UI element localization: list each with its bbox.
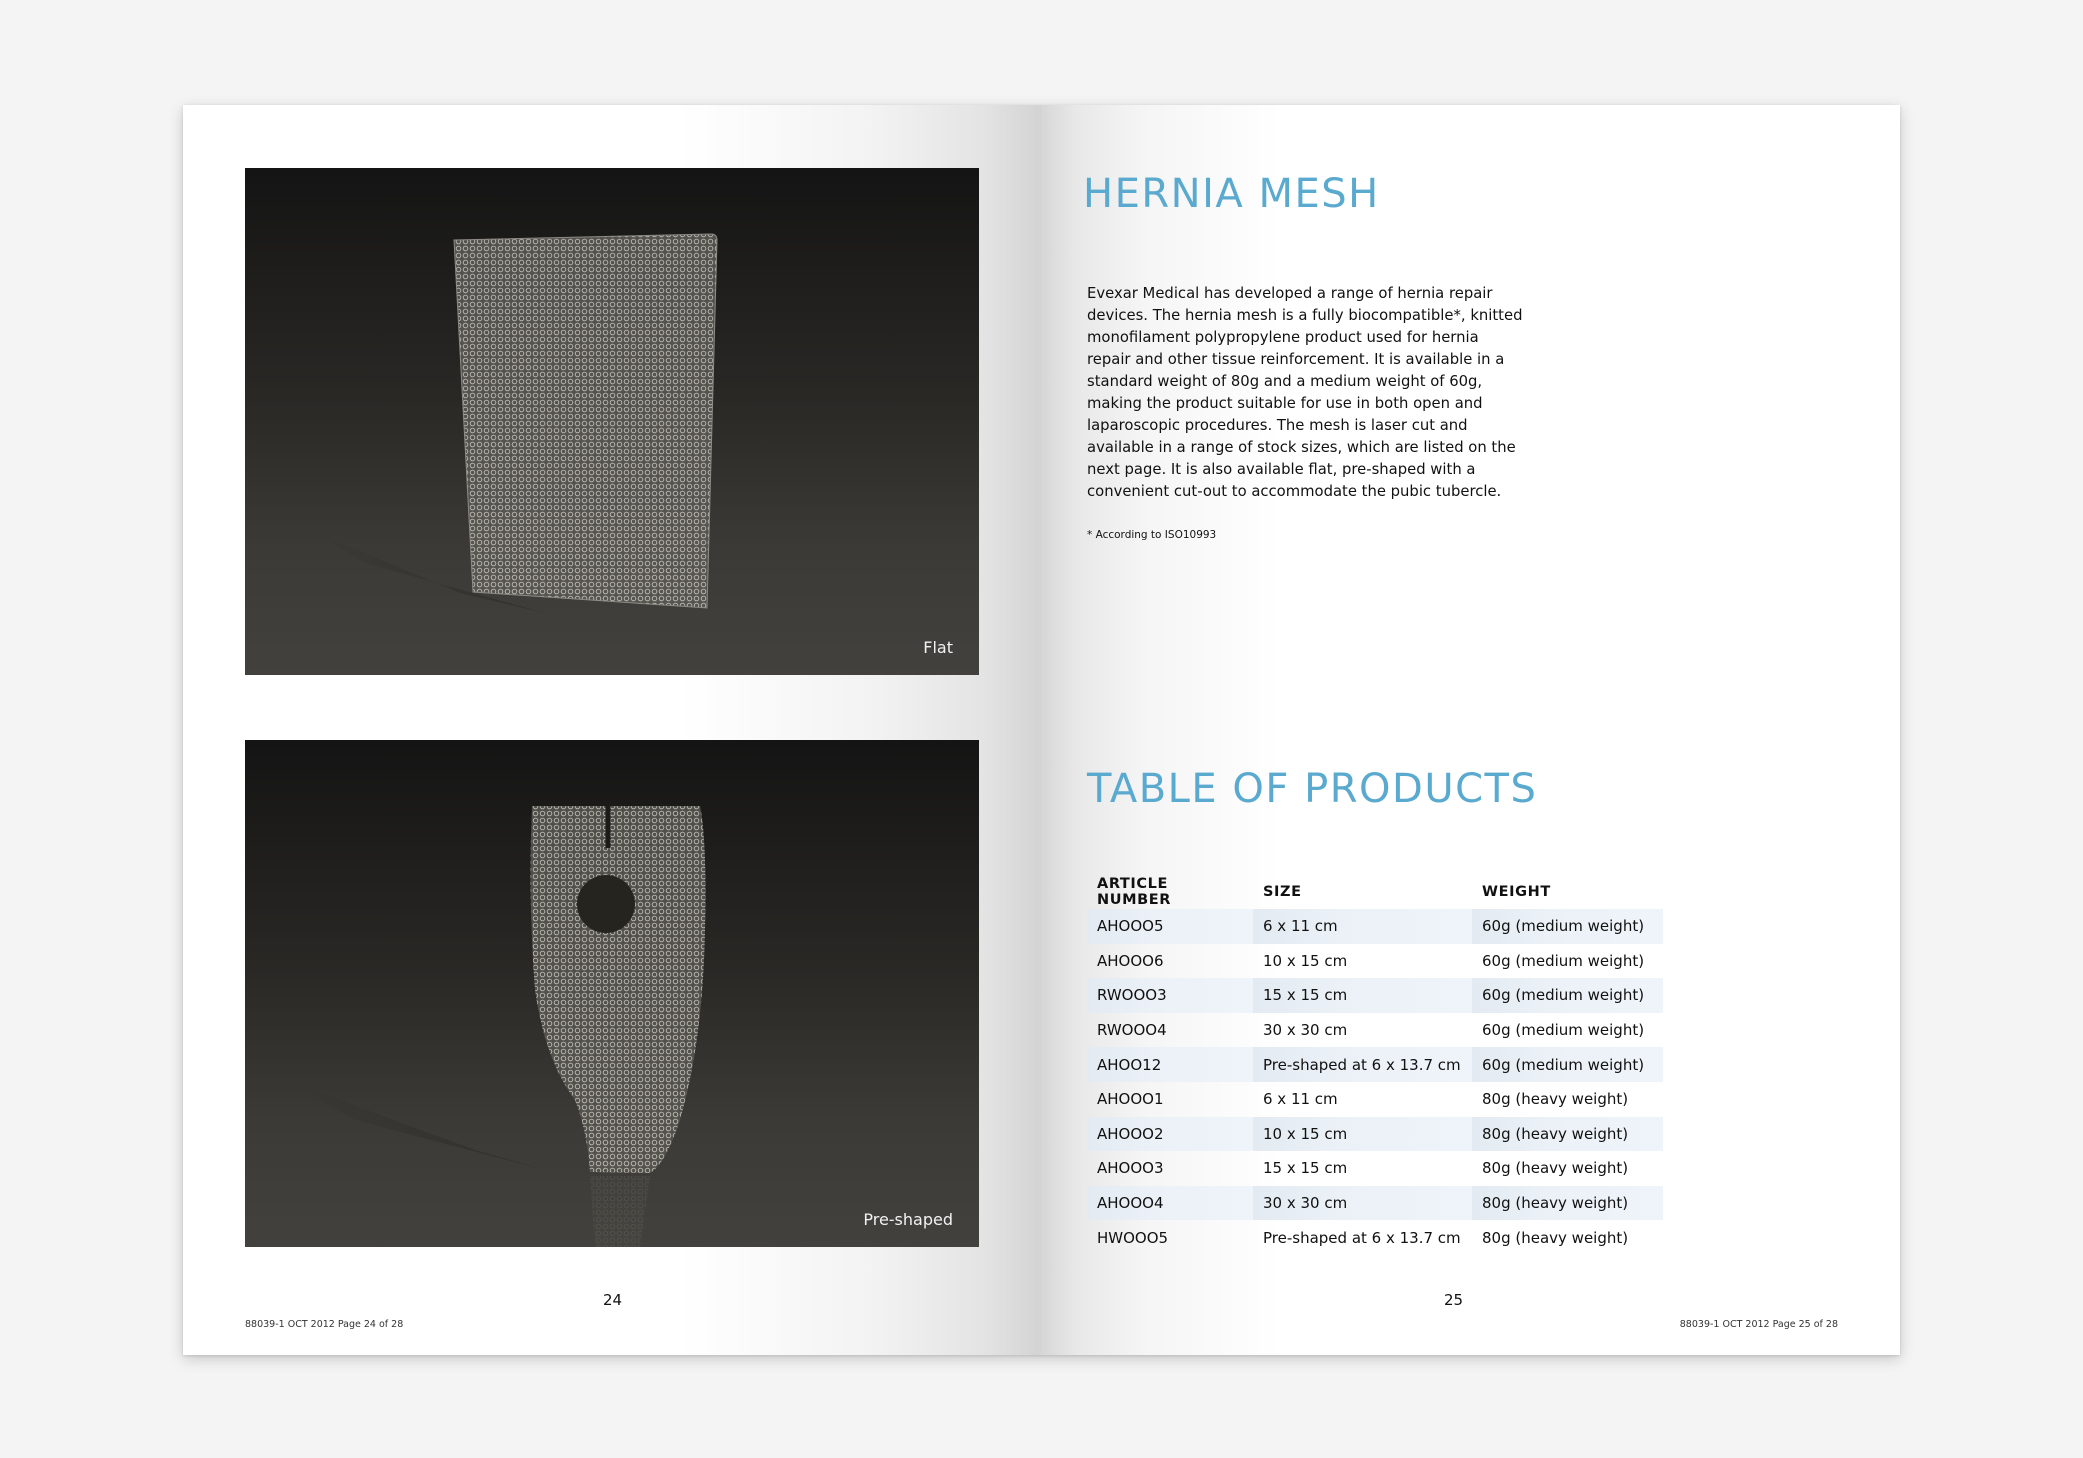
body-line: laparoscopic procedures. The mesh is laser cut and [1087, 417, 1468, 434]
page-number: 24 [603, 1291, 623, 1309]
pre-shaped-mesh-illustration [245, 740, 979, 1247]
description-paragraph [1087, 283, 1527, 503]
body-line: standard weight of 80g and a medium weight of 60g, [1087, 373, 1483, 390]
table-header-row [1087, 875, 1663, 909]
table-row [1087, 1117, 1663, 1152]
table-row [1087, 1013, 1663, 1048]
weight-cell: 80g (heavy weight) [1482, 1159, 1629, 1178]
weight-cell: 80g (heavy weight) [1482, 1090, 1629, 1109]
table-row [1087, 1082, 1663, 1117]
body-line: making the product suitable for use in both open and [1087, 395, 1483, 412]
table-row [1087, 1047, 1663, 1082]
article-number-cell: AHOOO5 [1087, 909, 1253, 944]
column-header-size: SIZE [1263, 884, 1302, 900]
weight-cell: 60g (medium weight) [1472, 1047, 1663, 1082]
left-page [183, 105, 1041, 1355]
article-number-cell: AHOO12 [1087, 1047, 1253, 1082]
article-number-cell: AHOOO4 [1087, 1186, 1253, 1221]
table-row [1087, 1220, 1663, 1255]
flat-mesh-photo [245, 168, 979, 675]
table-row [1087, 944, 1663, 979]
size-cell: 10 x 15 cm [1263, 951, 1348, 970]
size-cell: 30 x 30 cm [1263, 1021, 1348, 1040]
footer-reference: 88039-1 OCT 2012 Page 24 of 28 [245, 1319, 404, 1330]
body-line: monofilament polypropylene product used for hernia [1087, 329, 1479, 346]
column-header-article-number: ARTICLE NUMBER [1097, 876, 1172, 908]
size-cell: 10 x 15 cm [1253, 1117, 1472, 1152]
weight-cell: 60g (medium weight) [1482, 951, 1645, 970]
size-cell: Pre-shaped at 6 x 13.7 cm [1253, 1047, 1472, 1082]
article-number-cell: AHOOO3 [1097, 1159, 1164, 1178]
flat-mesh-illustration [245, 168, 979, 675]
footer-reference: 88039-1 OCT 2012 Page 25 of 28 [1679, 1319, 1838, 1330]
brochure-spread [183, 105, 1900, 1355]
section-heading-hernia-mesh: HERNIA MESH [1083, 171, 1380, 217]
weight-cell: 80g (heavy weight) [1482, 1228, 1629, 1247]
size-cell: 15 x 15 cm [1263, 1159, 1348, 1178]
photo-caption: Pre-shaped [863, 1210, 953, 1229]
products-table [1087, 875, 1663, 1255]
weight-cell: 60g (medium weight) [1472, 978, 1663, 1013]
weight-cell: 60g (medium weight) [1482, 1021, 1645, 1040]
weight-cell: 80g (heavy weight) [1472, 1117, 1663, 1152]
article-number-cell: RWOOO4 [1097, 1021, 1167, 1040]
body-line: convenient cut-out to accommodate the pubic tubercle. [1087, 483, 1502, 500]
size-cell: 6 x 11 cm [1253, 909, 1472, 944]
table-row [1087, 1186, 1663, 1221]
body-line: next page. It is also available flat, pre-shaped with a [1087, 461, 1476, 478]
article-number-cell: AHOOO2 [1087, 1117, 1253, 1152]
pre-shaped-mesh-photo [245, 740, 979, 1247]
size-cell: Pre-shaped at 6 x 13.7 cm [1263, 1228, 1461, 1247]
body-line: available in a range of stock sizes, which are listed on the [1087, 439, 1516, 456]
size-cell: 30 x 30 cm [1253, 1186, 1472, 1221]
table-row [1087, 1151, 1663, 1186]
size-cell: 15 x 15 cm [1253, 978, 1472, 1013]
right-page [1041, 105, 1900, 1355]
column-header-weight: WEIGHT [1482, 884, 1551, 900]
table-row [1087, 909, 1663, 944]
body-line: devices. The hernia mesh is a fully biocompatible*, knitted [1087, 307, 1523, 324]
photo-caption: Flat [923, 638, 953, 657]
body-line: repair and other tissue reinforcement. It is available in a [1087, 351, 1505, 368]
article-number-cell: RWOOO3 [1087, 978, 1253, 1013]
size-cell: 6 x 11 cm [1263, 1090, 1338, 1109]
weight-cell: 60g (medium weight) [1472, 909, 1663, 944]
section-heading-table-of-products: TABLE OF PRODUCTS [1087, 766, 1538, 812]
page-number: 25 [1444, 1291, 1464, 1309]
footnote: * According to ISO10993 [1087, 529, 1217, 541]
body-line: Evexar Medical has developed a range of hernia repair [1087, 285, 1493, 302]
article-number-cell: AHOOO1 [1097, 1090, 1164, 1109]
table-row [1087, 978, 1663, 1013]
weight-cell: 80g (heavy weight) [1472, 1186, 1663, 1221]
article-number-cell: HWOOO5 [1097, 1228, 1169, 1247]
article-number-cell: AHOOO6 [1097, 951, 1164, 970]
